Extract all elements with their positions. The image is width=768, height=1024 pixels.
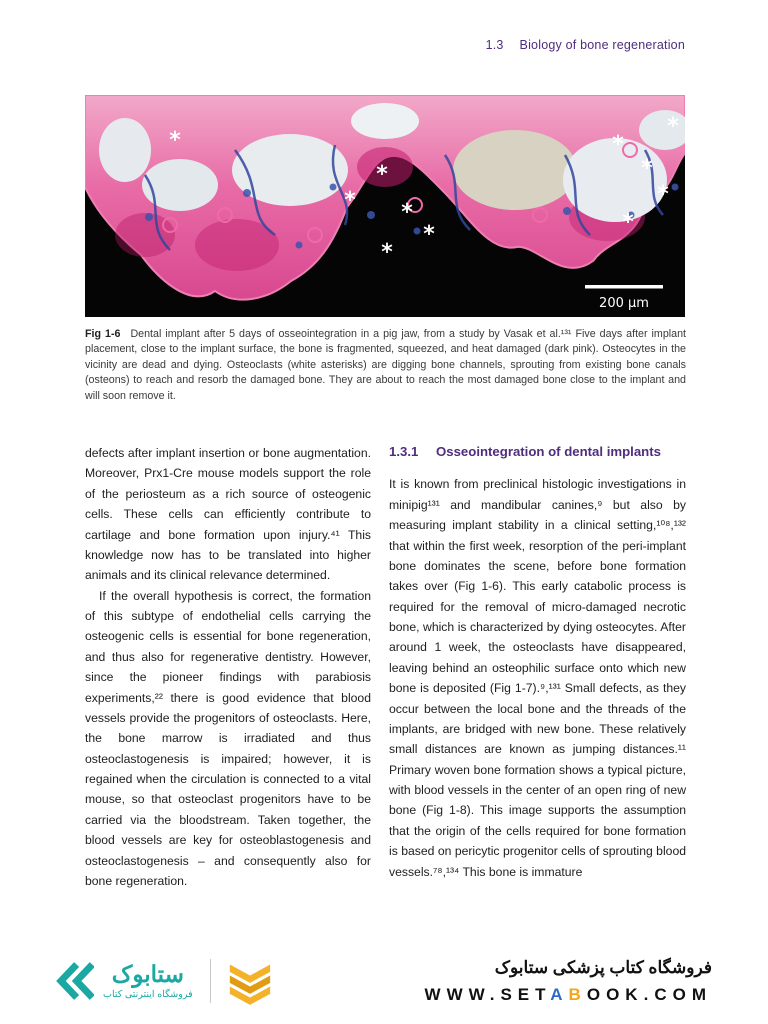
- logo-bookmark-icon: [228, 955, 272, 1007]
- osteoclast-asterisk: *: [344, 188, 356, 213]
- histology-figure: [85, 95, 685, 317]
- footer-tagline: فروشگاه کتاب پزشکی ستابوک: [494, 957, 712, 977]
- osteoclast-asterisk: *: [612, 132, 624, 157]
- body-paragraph: defects after implant insertion or bone augmentation. Moreover, Prx1-Cre mouse models support the role of the periosteum as a rich source of osteogenic cells. These cells can efficiently contribute to cartilage and bone formation upon injury.⁴¹ This knowledge now has to be translated into higher animals and its clinical relevance determined.: [85, 446, 371, 583]
- osteoclast-asterisk: *: [423, 222, 435, 247]
- scale-bar-label: 200 μm: [599, 296, 649, 311]
- osteoclast-asterisk: *: [376, 162, 388, 187]
- histology-image: [85, 95, 685, 317]
- subsection-title: Osseointegration of dental implants: [436, 444, 661, 459]
- old-bone-patch: [351, 103, 419, 139]
- osteoclast-asterisk: *: [169, 128, 181, 153]
- body-right-column: [389, 443, 686, 950]
- scale-bar: [585, 285, 663, 289]
- osteoclast-asterisk: *: [667, 114, 679, 139]
- osteoclast-asterisk: *: [381, 240, 393, 265]
- section-number: 1.3: [485, 38, 504, 52]
- old-bone-patch: [142, 159, 218, 211]
- logo-divider: [210, 959, 211, 1003]
- body-paragraph: If the overall hypothesis is correct, the formation of this subtype of endothelial cells carrying the osteogenic cells is essential for bone regeneration, and thus also for regenerative dentistry. However, since the pioneer findings with parabiosis experiments,²² there is good evidence that blood vessels provide the progenitors of osteoclasts. Here, the bone marrow is irradiated and thus osteoclastogenesis is impaired; however, it is regained when the circulation is connected to a vital mouse, so that osteoclast progenitors have to be carried via the bloodstream. Taken together, the blood vessels are key for osteoblastogenesis and osteoclastogenesis – and consequently also for bone regeneration.: [85, 588, 371, 888]
- footer: [0, 946, 768, 1024]
- subsection-number: 1.3.1: [389, 444, 419, 459]
- old-bone-patch: [99, 118, 151, 182]
- osteoclast-asterisk: *: [401, 200, 413, 225]
- subsection-heading: [389, 443, 686, 461]
- setabook-logo: [54, 955, 272, 1007]
- figure-caption: [85, 327, 686, 404]
- page-header: [486, 38, 685, 52]
- logo-text-block: [103, 962, 193, 1000]
- figure-caption-label: Fig 1-6: [85, 328, 121, 340]
- osteoclast-asterisk: *: [622, 210, 634, 235]
- footer-right-block: [425, 958, 712, 1005]
- osteoclast-asterisk: *: [657, 182, 669, 207]
- body-paragraph: It is known from preclinical histologic investigations in minipig¹³¹ and mandibular canines,⁹ but also by measuring implant stability in a clinical setting,¹⁰⁸,¹³² that within the first week, resorption of the peri-implant bone dominates the scene, before bone formation takes over (Fig 1-6). This early catabolic process is required for the removal of micro-damaged necrotic bone, which is characterized by dying osteocytes. After around 1 week, the osteoclasts have disappeared, leaving behind an osteophilic surface onto which new bone is deposited (Fig 1-7).⁹,¹³¹ Small defects, as they occur between the local bone and the threads of the implants, are bridged with new bone. These relatively small distances are known as jumping distances.¹¹ Primary woven bone formation shows a typical picture, with blood vessels in the center of an open ring of new bone (Fig 1-8). This image supports the assumption that the origin of the cells required for bone formation is based on pericytic progenitor cells of sprouting blood vessels.⁷⁸,¹³⁴ This bone is immature: [389, 477, 686, 879]
- figure-caption-text: Dental implant after 5 days of osseointegration in a pig jaw, from a study by Vasak et al.¹³¹ Five days after implant placement, close to the implant surface, the bone is fragmented, squeezed, and heat damaged (dark pink). Osteocytes in the vicinity are dead and dying. Osteoclasts (white asterisks) are digging bone channels, sprouting from existing bone canals (osteons) to reach and resorb the damaged bone. They are about to reach the most damaged bone close to the implant and will soon remove it.: [85, 328, 686, 402]
- logo-subtitle: فروشگاه اینترنتی کتاب: [103, 989, 193, 1001]
- section-title: Biology of bone regeneration: [519, 38, 685, 52]
- body-left-column: [85, 443, 371, 891]
- osteoclast-asterisk: *: [641, 156, 653, 181]
- logo-chevron-icon: [54, 958, 94, 1004]
- old-bone-patch: [453, 130, 577, 210]
- website-url: WWW.SETABOOK.COM: [424, 984, 712, 1004]
- logo-brand-text: ستابوک: [111, 960, 184, 987]
